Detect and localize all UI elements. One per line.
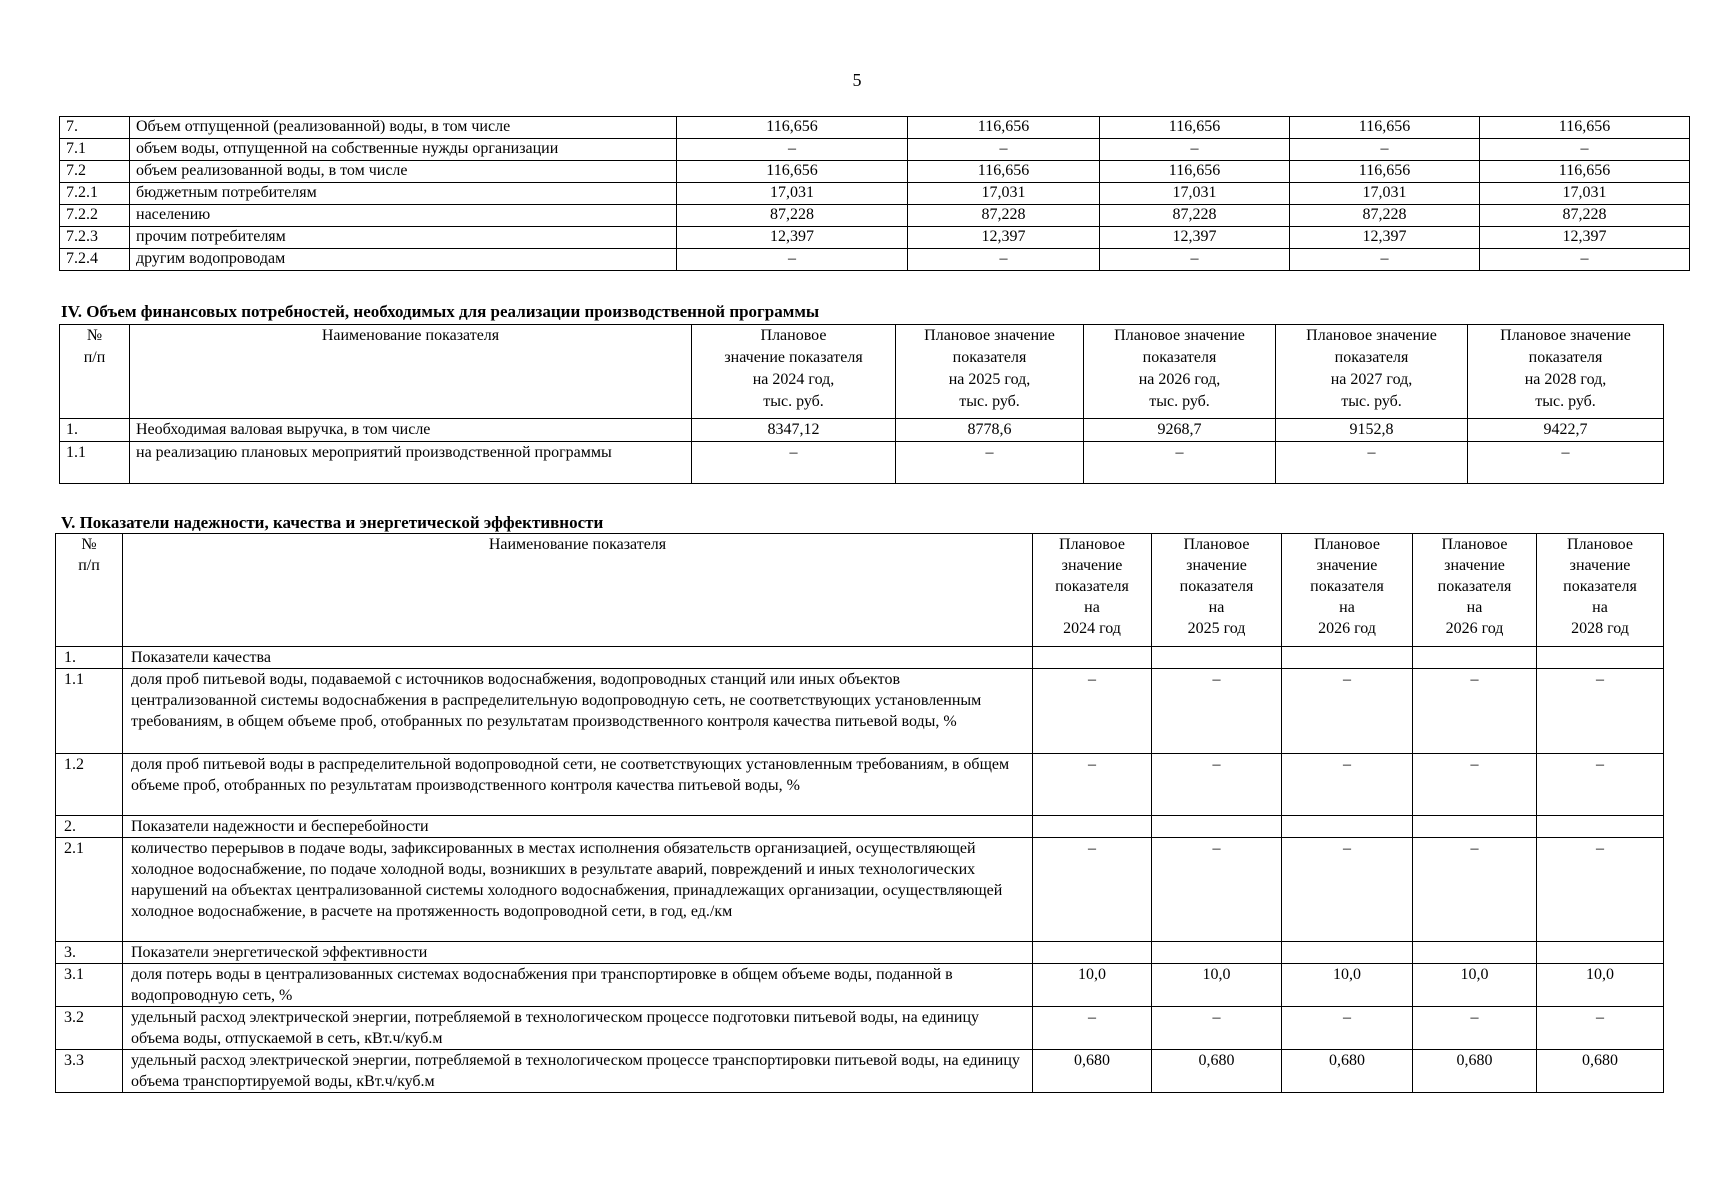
row-value: –: [908, 139, 1100, 161]
header-indicator-name: Наименование показателя: [123, 534, 1033, 647]
row-value: –: [677, 139, 908, 161]
row-value: –: [677, 249, 908, 271]
row-value: [1537, 942, 1664, 964]
row-indicator-name: Показатели надежности и бесперебойности: [123, 816, 1033, 838]
table-row: [56, 1050, 1664, 1093]
table-row: [56, 838, 1664, 942]
section-5-title: V. Показатели надежности, качества и энергетической эффективности: [61, 513, 604, 532]
row-value: –: [1537, 754, 1664, 816]
row-value: 116,656: [1480, 117, 1690, 139]
row-number: 2.: [56, 816, 123, 838]
row-indicator-name: Показатели энергетической эффективности: [123, 942, 1033, 964]
row-number: 7.2: [60, 161, 130, 183]
row-number: 7.2.3: [60, 227, 130, 249]
row-value: –: [1480, 139, 1690, 161]
row-value: 9422,7: [1468, 419, 1664, 442]
row-indicator-name: объем воды, отпущенной на собственные нужды организации: [130, 139, 677, 161]
row-value: 87,228: [1480, 205, 1690, 227]
row-value: 116,656: [1290, 161, 1480, 183]
header-year-col: Плановое значение показателя на 2024 год, тыс. руб.: [692, 325, 896, 419]
row-number: 7.2.2: [60, 205, 130, 227]
row-value: –: [1413, 754, 1537, 816]
row-number: 3.1: [56, 964, 123, 1007]
header-number: № п/п: [60, 325, 130, 419]
row-value: [1413, 942, 1537, 964]
table-row: [56, 647, 1664, 669]
header-year-col: Плановое значение показателя на 2026 год: [1413, 534, 1537, 647]
row-value: 116,656: [1290, 117, 1480, 139]
table-row: [56, 669, 1664, 754]
row-value: 0,680: [1537, 1050, 1664, 1093]
header-number: № п/п: [56, 534, 123, 647]
table-row: [60, 161, 1690, 183]
row-indicator-name: удельный расход электрической энергии, потребляемой в технологическом процессе транспортировки питьевой воды, на единицу объема транспортируемой воды, кВт.ч/куб.м: [123, 1050, 1033, 1093]
row-value: 87,228: [1100, 205, 1290, 227]
row-number: 1.1: [60, 442, 130, 484]
row-indicator-name: количество перерывов в подаче воды, зафиксированных в местах исполнения обязательств организацией, осуществляющей холодное водоснабжение, по подаче холодной воды, возникших в результате аварий, повреждений и иных технологических нарушений на объектах централизованной системы холодного водоснабжения, принадлежащих организации, осуществляющей холодное водоснабжение, в расчете на протяженность водопроводной сети, в год, ед./км: [123, 838, 1033, 942]
row-value: [1033, 647, 1152, 669]
row-value: 10,0: [1537, 964, 1664, 1007]
row-indicator-name: удельный расход электрической энергии, потребляемой в технологическом процессе подготовки питьевой воды, на единицу объема воды, отпускаемой в сеть, кВт.ч/куб.м: [123, 1007, 1033, 1050]
reliability-quality-table: [55, 533, 1664, 1093]
table-row: [60, 419, 1664, 442]
row-value: 12,397: [677, 227, 908, 249]
header-year-col: Плановое значение показателя на 2025 год: [1152, 534, 1282, 647]
row-value: 0,680: [1033, 1050, 1152, 1093]
water-volume-table: [59, 116, 1690, 271]
row-value: 116,656: [1480, 161, 1690, 183]
row-value: 8347,12: [692, 419, 896, 442]
row-number: 1.2: [56, 754, 123, 816]
row-value: 12,397: [1290, 227, 1480, 249]
row-value: –: [1033, 1007, 1152, 1050]
row-value: –: [1282, 669, 1413, 754]
table-row: [60, 139, 1690, 161]
table-header-row: [56, 534, 1664, 647]
row-indicator-name: Объем отпущенной (реализованной) воды, в том числе: [130, 117, 677, 139]
row-indicator-name: доля проб питьевой воды, подаваемой с источников водоснабжения, водопроводных станций или иных объектов централизованной системы водоснабжения в распределительную водопроводную сеть, не соответствующих установленным требованиям, в общем объеме проб, отобранных по результатам производственного контроля качества питьевой воды, %: [123, 669, 1033, 754]
row-value: –: [1152, 838, 1282, 942]
row-value: [1282, 647, 1413, 669]
row-value: –: [1413, 838, 1537, 942]
row-value: –: [1100, 249, 1290, 271]
row-value: 8778,6: [896, 419, 1084, 442]
row-value: –: [1413, 669, 1537, 754]
header-indicator-name: Наименование показателя: [130, 325, 692, 419]
financial-needs-table: [59, 324, 1664, 484]
row-value: 116,656: [1100, 161, 1290, 183]
row-number: 3.3: [56, 1050, 123, 1093]
row-value: 17,031: [1480, 183, 1690, 205]
table-header-row: [60, 325, 1664, 419]
table-row: [60, 249, 1690, 271]
row-value: 9152,8: [1276, 419, 1468, 442]
row-value: 116,656: [908, 161, 1100, 183]
row-value: [1152, 647, 1282, 669]
row-value: [1033, 816, 1152, 838]
row-value: –: [1033, 754, 1152, 816]
header-year-col: Плановое значение показателя на 2028 год: [1537, 534, 1664, 647]
row-value: 0,680: [1152, 1050, 1282, 1093]
row-value: [1537, 647, 1664, 669]
row-value: –: [1282, 754, 1413, 816]
row-number: 3.: [56, 942, 123, 964]
row-value: –: [1152, 1007, 1282, 1050]
row-value: 10,0: [1413, 964, 1537, 1007]
row-indicator-name: Необходимая валовая выручка, в том числе: [130, 419, 692, 442]
row-value: –: [1480, 249, 1690, 271]
row-value: 17,031: [1100, 183, 1290, 205]
row-value: –: [1537, 838, 1664, 942]
row-value: –: [692, 442, 896, 484]
row-value: [1152, 816, 1282, 838]
row-value: 116,656: [1100, 117, 1290, 139]
row-indicator-name: бюджетным потребителям: [130, 183, 677, 205]
row-value: –: [896, 442, 1084, 484]
row-indicator-name: Показатели качества: [123, 647, 1033, 669]
row-value: –: [1282, 1007, 1413, 1050]
table-row: [56, 942, 1664, 964]
table-row: [56, 964, 1664, 1007]
row-value: 10,0: [1282, 964, 1413, 1007]
row-value: 0,680: [1413, 1050, 1537, 1093]
row-value: 87,228: [908, 205, 1100, 227]
row-value: 10,0: [1033, 964, 1152, 1007]
row-indicator-name: на реализацию плановых мероприятий производственной программы: [130, 442, 692, 484]
row-indicator-name: населению: [130, 205, 677, 227]
row-value: –: [908, 249, 1100, 271]
header-year-col: Плановое значение показателя на 2028 год, тыс. руб.: [1468, 325, 1664, 419]
row-value: [1413, 816, 1537, 838]
table-row: [60, 442, 1664, 484]
row-value: 87,228: [677, 205, 908, 227]
row-value: –: [1084, 442, 1276, 484]
row-indicator-name: доля потерь воды в централизованных системах водоснабжения при транспортировке в общем объеме воды, поданной в водопроводную сеть, %: [123, 964, 1033, 1007]
table-row: [60, 227, 1690, 249]
header-year-col: Плановое значение показателя на 2024 год: [1033, 534, 1152, 647]
row-value: –: [1152, 754, 1282, 816]
row-value: –: [1033, 838, 1152, 942]
row-value: 116,656: [677, 117, 908, 139]
row-number: 7.2.4: [60, 249, 130, 271]
row-value: –: [1468, 442, 1664, 484]
row-indicator-name: прочим потребителям: [130, 227, 677, 249]
row-value: –: [1033, 669, 1152, 754]
row-number: 3.2: [56, 1007, 123, 1050]
table-row: [56, 816, 1664, 838]
row-value: 17,031: [908, 183, 1100, 205]
row-value: 9268,7: [1084, 419, 1276, 442]
section-4-title: IV. Объем финансовых потребностей, необходимых для реализации производственной программы: [61, 302, 820, 321]
row-value: –: [1290, 249, 1480, 271]
row-value: 0,680: [1282, 1050, 1413, 1093]
header-year-col: Плановое значение показателя на 2026 год: [1282, 534, 1413, 647]
row-number: 7.1: [60, 139, 130, 161]
header-year-col: Плановое значение показателя на 2027 год, тыс. руб.: [1276, 325, 1468, 419]
row-number: 7.2.1: [60, 183, 130, 205]
row-value: 10,0: [1152, 964, 1282, 1007]
row-number: 2.1: [56, 838, 123, 942]
row-value: [1282, 942, 1413, 964]
table-row: [56, 754, 1664, 816]
row-value: –: [1152, 669, 1282, 754]
row-value: [1413, 647, 1537, 669]
row-value: [1033, 942, 1152, 964]
row-value: 116,656: [908, 117, 1100, 139]
row-value: 17,031: [677, 183, 908, 205]
row-value: 12,397: [908, 227, 1100, 249]
row-number: 1.1: [56, 669, 123, 754]
row-value: 12,397: [1100, 227, 1290, 249]
row-indicator-name: объем реализованной воды, в том числе: [130, 161, 677, 183]
row-value: –: [1276, 442, 1468, 484]
row-value: 116,656: [677, 161, 908, 183]
row-number: 7.: [60, 117, 130, 139]
row-value: 12,397: [1480, 227, 1690, 249]
table-row: [56, 1007, 1664, 1050]
row-value: 87,228: [1290, 205, 1480, 227]
header-year-col: Плановое значение показателя на 2025 год, тыс. руб.: [896, 325, 1084, 419]
row-value: –: [1290, 139, 1480, 161]
row-value: –: [1282, 838, 1413, 942]
row-value: –: [1413, 1007, 1537, 1050]
header-year-col: Плановое значение показателя на 2026 год, тыс. руб.: [1084, 325, 1276, 419]
table-row: [60, 205, 1690, 227]
row-indicator-name: доля проб питьевой воды в распределительной водопроводной сети, не соответствующих установленным требованиям, в общем объеме проб, отобранных по результатам производственного контроля качества питьевой воды, %: [123, 754, 1033, 816]
row-value: –: [1537, 1007, 1664, 1050]
row-number: 1.: [60, 419, 130, 442]
row-number: 1.: [56, 647, 123, 669]
row-value: [1152, 942, 1282, 964]
row-indicator-name: другим водопроводам: [130, 249, 677, 271]
table-row: [60, 183, 1690, 205]
row-value: [1537, 816, 1664, 838]
row-value: –: [1537, 669, 1664, 754]
row-value: [1282, 816, 1413, 838]
table-row: [60, 117, 1690, 139]
row-value: 17,031: [1290, 183, 1480, 205]
page-number: 5: [852, 70, 862, 90]
row-value: –: [1100, 139, 1290, 161]
